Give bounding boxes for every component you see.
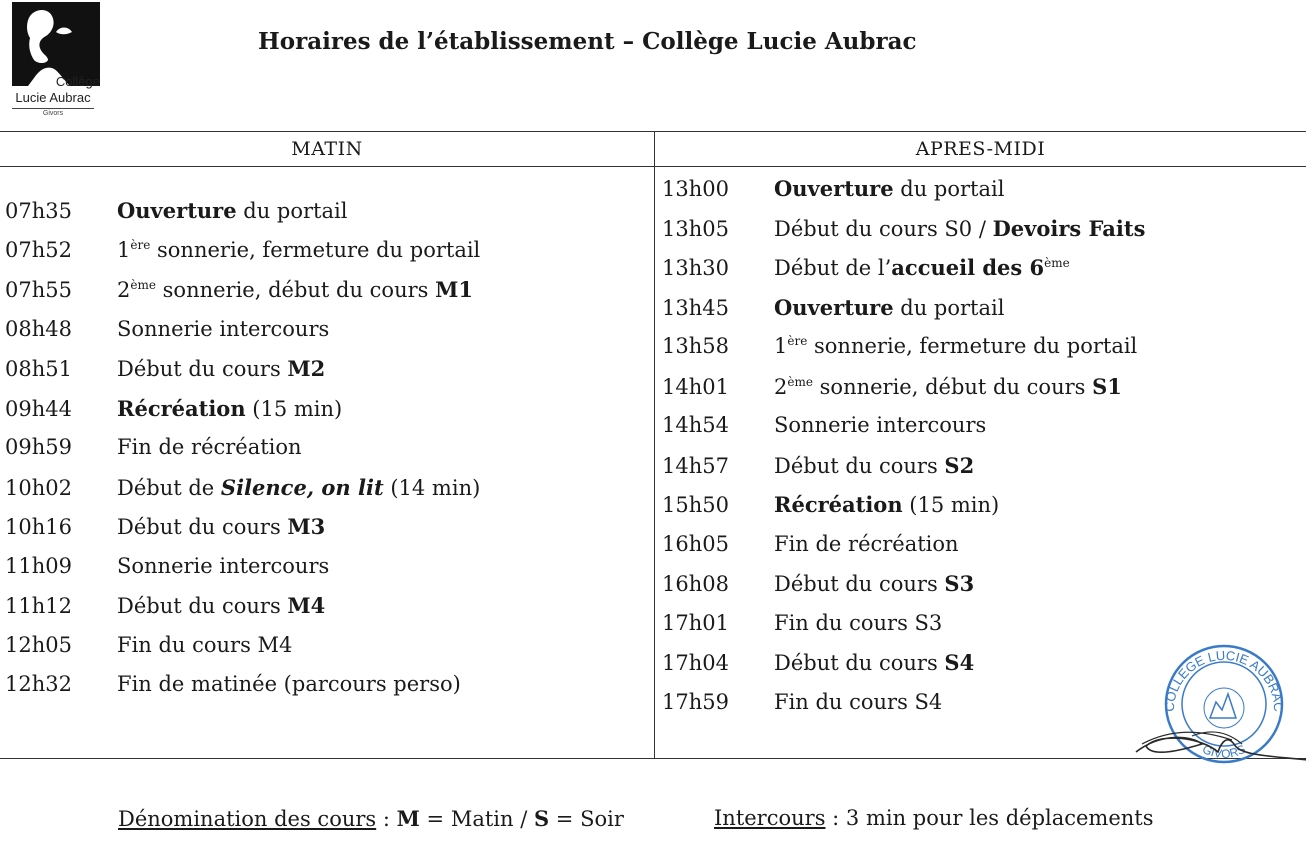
description-part: Sonnerie intercours <box>117 316 330 341</box>
note-intercours-text: : 3 min pour les déplacements <box>825 806 1154 830</box>
schedule-description <box>117 476 480 500</box>
description-part: Début du cours <box>117 594 288 618</box>
schedule-row <box>655 485 1306 525</box>
note-course-names-label: Dénomination des cours <box>118 807 377 831</box>
schedule-description <box>774 493 999 517</box>
schedule-row <box>0 231 654 271</box>
schedule-description <box>774 532 959 556</box>
schedule-description <box>117 594 325 618</box>
schedule-row <box>655 564 1306 604</box>
morning-heading: MATIN <box>0 132 654 167</box>
description-part: M4 <box>287 593 326 618</box>
description-part: du portail <box>893 177 1005 201</box>
schedule-row <box>0 468 654 508</box>
schedule-time: 14h57 <box>662 453 729 478</box>
schedule-description <box>117 357 325 381</box>
schedule-description <box>774 334 1137 358</box>
description-part: Silence, on lit <box>220 474 384 500</box>
schedule-description <box>774 690 942 714</box>
schedule-time: 17h59 <box>662 689 729 714</box>
description-part: Fin de récréation <box>774 531 959 556</box>
page-title: Horaires de l’établissement – Collège Lucie Aubrac <box>258 28 917 55</box>
description-part: (14 min) <box>383 475 481 500</box>
schedule-description <box>117 397 342 421</box>
schedule-description <box>117 435 302 459</box>
description-part: S2 <box>944 452 975 478</box>
schedule-time: 11h12 <box>5 594 72 618</box>
schedule-row <box>0 349 654 389</box>
schedule-time: 16h05 <box>662 531 729 556</box>
description-part: Ouverture <box>117 198 237 223</box>
schedule-time: 14h01 <box>662 374 729 399</box>
description-part: Début du cours <box>774 453 945 478</box>
schedule-description <box>117 515 325 539</box>
note-m-key: M <box>396 806 420 831</box>
description-part: sonnerie, fermeture du portail <box>807 334 1138 358</box>
schedule-time: 07h52 <box>5 237 72 262</box>
note-intercours-label: Intercours <box>714 806 826 830</box>
note-s-key: S <box>533 806 550 831</box>
description-part: ème <box>1044 256 1070 270</box>
schedule-row <box>0 507 654 547</box>
description-part: Début du cours <box>774 651 945 675</box>
schedule-description <box>117 278 473 302</box>
schedule-row <box>0 310 654 350</box>
schedule-time: 09h59 <box>5 435 72 459</box>
schedule-time: 10h16 <box>5 515 72 539</box>
note-s-value: = Soir <box>549 807 624 831</box>
description-part: Fin du cours M4 <box>117 632 293 657</box>
logo-divider <box>12 108 94 109</box>
schedule-description <box>774 572 974 596</box>
description-part: ème <box>787 374 813 389</box>
description-part: ème <box>130 278 156 292</box>
school-stamp-icon <box>1132 632 1306 804</box>
description-part: Récréation <box>774 492 903 517</box>
description-part: Récréation <box>117 395 246 421</box>
schedule-time: 13h45 <box>662 295 729 320</box>
schedule-description <box>774 375 1122 399</box>
description-part: 1 <box>117 237 131 262</box>
description-part: M3 <box>287 514 326 539</box>
description-part: du portail <box>893 295 1005 320</box>
schedule-time: 15h50 <box>662 493 729 517</box>
schedule-row <box>655 248 1306 288</box>
schedule-time: 13h58 <box>662 334 729 358</box>
morning-column <box>0 132 655 758</box>
description-part: 2 <box>774 374 788 399</box>
schedule-row <box>0 586 654 626</box>
description-part: Sonnerie intercours <box>774 413 987 437</box>
description-part: M1 <box>435 277 473 302</box>
schedule-description <box>774 413 986 437</box>
school-logo <box>6 2 100 120</box>
schedule-description <box>774 177 1004 201</box>
schedule-description <box>117 238 480 262</box>
description-part: 2 <box>117 278 131 302</box>
description-part: S1 <box>1092 373 1122 399</box>
description-part: Début du cours <box>117 515 288 539</box>
svg-text:COLLEGE LUCIE AUBRAC: COLLEGE LUCIE AUBRAC <box>1161 647 1287 713</box>
schedule-description <box>774 651 974 675</box>
description-part: Ouverture <box>774 176 894 201</box>
schedule-row <box>0 389 654 429</box>
description-part: Ouverture <box>774 294 894 320</box>
schedule-time: 12h32 <box>5 672 72 696</box>
schedule-row <box>655 288 1306 328</box>
description-part: Début du cours <box>117 357 288 381</box>
schedule-description <box>117 633 292 657</box>
schedule-time: 14h54 <box>662 413 729 437</box>
schedule-time: 07h55 <box>5 278 72 302</box>
schedule-row <box>655 169 1306 209</box>
schedule-time: 16h08 <box>662 572 729 596</box>
description-part: Fin de récréation <box>117 435 302 459</box>
schedule-row <box>0 626 654 666</box>
description-part: accueil des 6 <box>891 255 1045 280</box>
schedule-description <box>774 296 1004 320</box>
schedule-description <box>774 611 942 635</box>
schedule-time: 13h00 <box>662 177 729 201</box>
note-course-names <box>118 806 624 831</box>
schedule-description <box>117 199 347 223</box>
schedule-time: 10h02 <box>5 475 72 500</box>
description-part: M2 <box>287 356 326 381</box>
description-part: Sonnerie intercours <box>117 553 330 578</box>
description-part: Début du cours <box>774 572 945 596</box>
schedule-row <box>0 270 654 310</box>
schedule-row <box>655 327 1306 367</box>
schedule-row <box>0 428 654 468</box>
schedule-description <box>774 217 1145 241</box>
schedule-description <box>117 672 461 696</box>
description-part: 1 <box>774 334 788 358</box>
schedule-row <box>655 367 1306 407</box>
schedule-time: 08h51 <box>5 357 72 381</box>
description-part: S3 <box>944 571 975 596</box>
description-part: (15 min) <box>902 493 1000 517</box>
description-part: Début de <box>117 475 221 500</box>
description-part: sonnerie, fermeture du portail <box>150 237 481 262</box>
logo-line-college: Collège <box>55 74 100 89</box>
description-part: Fin de matinée (parcours perso) <box>117 672 461 696</box>
description-part: Début de l’ <box>774 256 892 280</box>
description-part: Fin du cours S4 <box>774 689 943 714</box>
schedule-row <box>655 406 1306 446</box>
description-part: sonnerie, début du cours <box>155 278 436 302</box>
description-part: Début du cours S0 / <box>774 216 993 241</box>
description-part: Devoirs Faits <box>992 215 1146 241</box>
note-intercours <box>714 806 1154 830</box>
schedule-time: 11h09 <box>5 553 72 578</box>
description-part: Fin du cours S3 <box>774 610 943 635</box>
schedule-time: 07h35 <box>5 199 72 223</box>
morning-rows <box>0 167 654 705</box>
schedule-table <box>0 131 1306 759</box>
schedule-description <box>117 554 329 578</box>
description-part: ère <box>787 334 808 348</box>
schedule-time: 17h01 <box>662 610 729 635</box>
schedule-description <box>774 454 974 478</box>
schedule-row <box>655 525 1306 565</box>
schedule-description <box>117 317 329 341</box>
schedule-row <box>655 209 1306 249</box>
schedule-time: 13h30 <box>662 256 729 280</box>
schedule-row <box>0 191 654 231</box>
schedule-row <box>0 547 654 587</box>
schedule-time: 13h05 <box>662 216 729 241</box>
description-part: sonnerie, début du cours <box>812 374 1093 399</box>
schedule-time: 08h48 <box>5 316 72 341</box>
description-part: (15 min) <box>245 396 343 421</box>
schedule-time: 17h04 <box>662 651 729 675</box>
description-part: S4 <box>944 650 975 675</box>
logo-line-name: Lucie Aubrac <box>15 90 91 105</box>
schedule-row <box>0 665 654 705</box>
description-part: du portail <box>236 199 348 223</box>
schedule-description <box>774 256 1070 280</box>
schedule-time: 12h05 <box>5 632 72 657</box>
schedule-row <box>655 446 1306 486</box>
svg-text:GIVORS: GIVORS <box>1200 741 1248 761</box>
note-sep: : <box>376 807 397 831</box>
schedule-time: 09h44 <box>5 396 72 421</box>
description-part: ère <box>130 237 151 252</box>
afternoon-heading: APRES-MIDI <box>655 132 1306 167</box>
logo-line-city: Givors <box>42 110 64 117</box>
note-m-value: = Matin / <box>419 807 534 831</box>
